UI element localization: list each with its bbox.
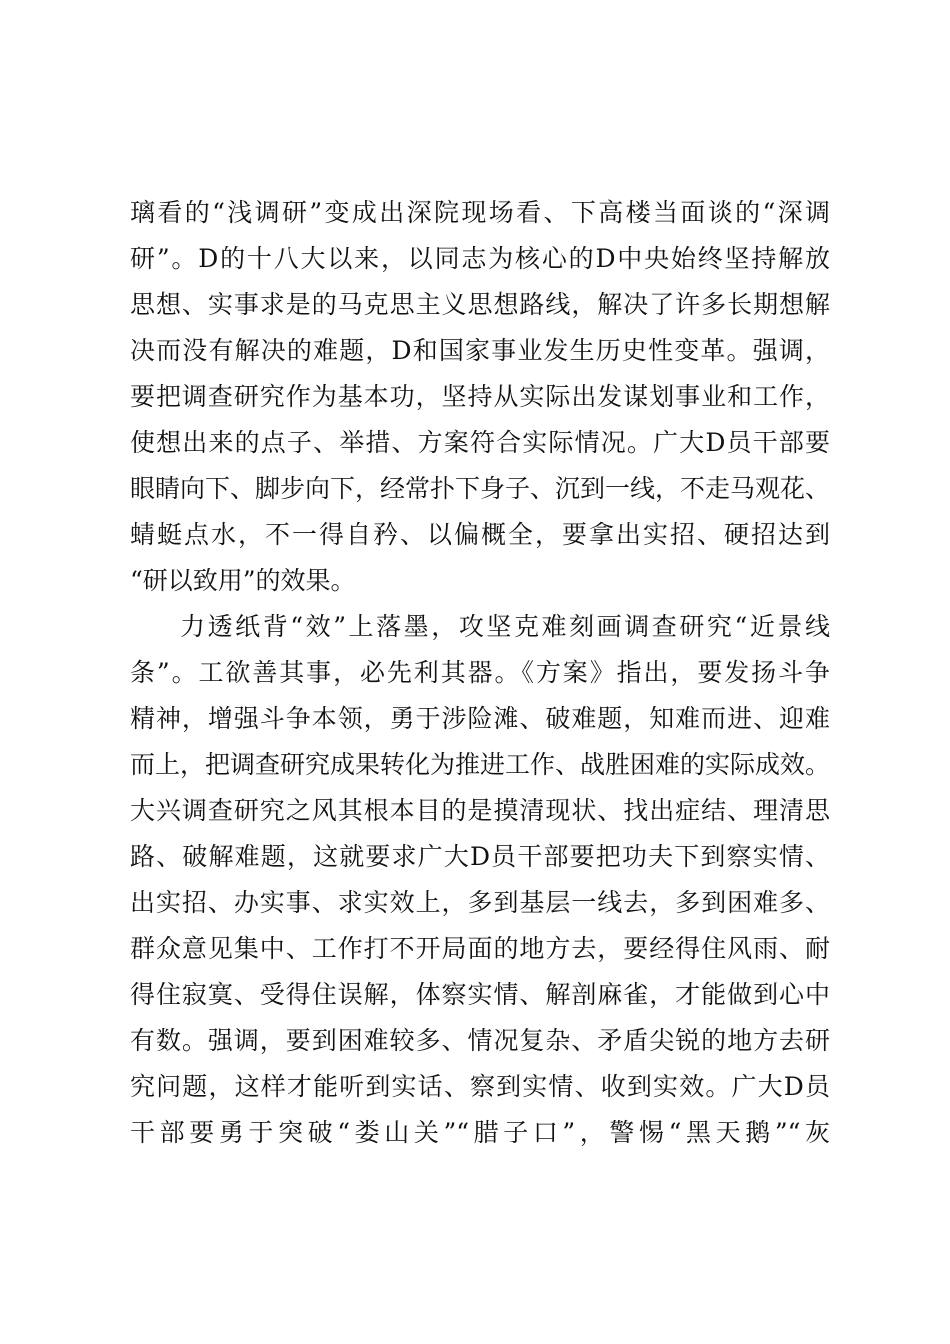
text-line: 干部要勇于突破“娄山关”“腊子口”，警惕“黑天鹅”“灰 xyxy=(130,1118,830,1147)
text-line: 研”。D的十八大以来，以同志为核心的D中央始终坚持解放 xyxy=(130,244,830,273)
text-line: 究问题，这样才能听到实话、察到实情、收到实效。广大D员 xyxy=(130,1072,830,1101)
text-line: 思想、实事求是的马克思主义思想路线，解决了许多长期想解 xyxy=(130,290,830,319)
text-line: “研以致用”的效果。 xyxy=(130,566,356,595)
text-line: 有数。强调，要到困难较多、情况复杂、矛盾尖锐的地方去研 xyxy=(130,1026,830,1055)
text-line: 条”。工欲善其事，必先利其器。《方案》指出，要发扬斗争 xyxy=(130,658,830,687)
text-line: 力透纸背“效”上落墨，攻坚克难刻画调查研究“近景线 xyxy=(180,612,830,641)
text-line: 得住寂寞、受得住误解，体察实情、解剖麻雀，才能做到心中 xyxy=(130,980,830,1009)
text-line: 璃看的“浅调研”变成出深院现场看、下高楼当面谈的“深调 xyxy=(130,198,830,227)
text-line: 出实招、办实事、求实效上，多到基层一线去，多到困难多、 xyxy=(130,888,830,917)
text-line: 使想出来的点子、举措、方案符合实际情况。广大D员干部要 xyxy=(130,428,830,457)
paragraph-1 xyxy=(130,190,830,604)
text-line: 蜻蜓点水，不一得自矜、以偏概全，要拿出实招、硬招达到 xyxy=(130,520,830,549)
text-line: 而上，把调查研究成果转化为推进工作、战胜困难的实际成效。 xyxy=(130,750,831,779)
text-line: 决而没有解决的难题，D和国家事业发生历史性变革。强调， xyxy=(130,336,830,365)
text-line: 大兴调查研究之风其根本目的是摸清现状、找出症结、理清思 xyxy=(130,796,830,825)
text-line: 群众意见集中、工作打不开局面的地方去，要经得住风雨、耐 xyxy=(130,934,830,963)
document-page xyxy=(130,190,830,1156)
text-line: 要把调查研究作为基本功，坚持从实际出发谋划事业和工作， xyxy=(130,382,830,411)
text-line: 路、破解难题，这就要求广大D员干部要把功夫下到察实情、 xyxy=(130,842,830,871)
text-line: 眼睛向下、脚步向下，经常扑下身子、沉到一线，不走马观花、 xyxy=(130,474,831,503)
text-line: 精神，增强斗争本领，勇于涉险滩、破难题，知难而进、迎难 xyxy=(130,704,830,733)
paragraph-2 xyxy=(130,604,830,1156)
